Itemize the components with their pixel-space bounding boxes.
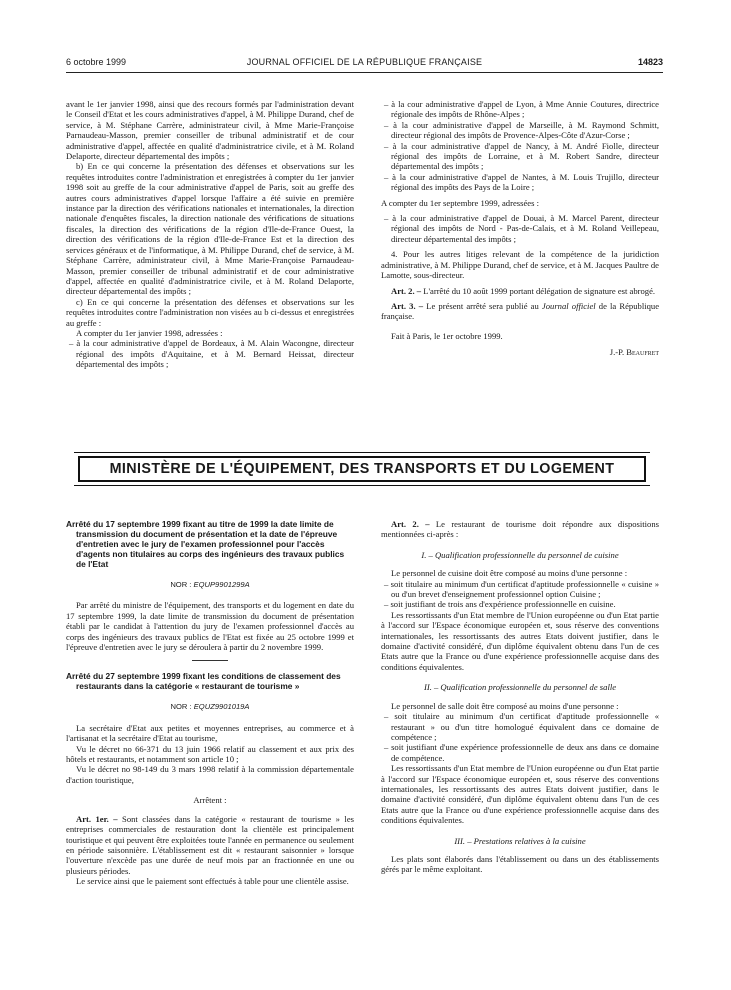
paragraph: Le personnel de salle doit être composé au moins d'une personne : <box>391 700 619 711</box>
list-item: – à la cour administrative d'appel de Bordeaux, à M. Alain Wacongne, directeur régional des impôts d'Aquitaine, et à M. Bernard Heissat, directeur départemental des impôts ; <box>69 338 354 370</box>
bottom-right-column <box>381 519 659 875</box>
paragraph-c: c) En ce qui concerne la présentation des défenses et observations sur les requêtes introduites contre l'administration non visées au b ci-dessus et enregistrées au greffe : <box>66 296 354 328</box>
list-item: – soit justifiant de trois ans d'expérience professionnelle en cuisine. <box>384 599 616 610</box>
signature: J.-P. Beaufret <box>609 347 659 358</box>
top-left-column <box>66 99 354 370</box>
top-right-column <box>381 99 659 358</box>
article-label: Art. 2. – <box>391 519 430 529</box>
paragraph: A compter du 1er janvier 1998, adressées : <box>76 327 223 338</box>
paragraph: Vu le décret no 66-371 du 13 juin 1966 relatif au classement et aux prix des hôtels et restaurants, et notamment son article 10 ; <box>66 743 354 765</box>
nor-reference <box>66 702 354 712</box>
nor-code: EQUZ9901019A <box>193 702 250 712</box>
section-title: I. – Qualification professionnelle du personnel de cuisine <box>421 549 619 560</box>
list-item: – à la cour administrative d'appel de Marseille, à M. Raymond Schmitt, directeur régional des impôts de Provence-Alpes-Côte d'Azur-Corse ; <box>384 119 659 141</box>
list-item: – soit titulaire au minimum d'un certificat d'aptitude professionnelle « cuisine » ou d'un brevet d'enseignement professionnel option Cuisine ; <box>384 578 659 600</box>
article-2 <box>381 286 659 296</box>
article-title: Arrêté du 17 septembre 1999 fixant au titre de 1999 la date limite de transmission du document de présentation et la date de l'épreuve d'entretien avec le jury de l'examen professionnel pour l'accès d'agents non titulaires au corps des ingénieurs des travaux publics de l'Etat <box>66 519 345 569</box>
paragraph: Les ressortissants d'un Etat membre de l'Union européenne ou d'un Etat partie à l'accord sur l'Espace économique européen et, sous réserve des conventions internationales, les ressortissants des autres Etats doivent justifier, dans le domaine d'activité considéré, d'un diplôme équivalent obtenu dans l'un de ces Etats autre que la France ou d'une expérience professionnelle acquise dans des conditions équivalentes. <box>381 609 659 672</box>
journal-name: Journal officiel <box>541 300 596 311</box>
paragraph: Les plats sont élaborés dans l'établissement ou dans un des établissements gérés par le même exploitant. <box>381 853 659 875</box>
paragraph: Le service ainsi que le paiement sont effectués à table pour une clientèle assise. <box>76 876 349 887</box>
article-label: Art. 2. – <box>391 285 422 296</box>
paragraph: avant le 1er janvier 1998, ainsi que des recours formés par l'administration devant le Conseil d'Etat et les cours administratives d'appel, à M. Philippe Durand, chef de service, à M. Stéphane Carrère, administrateur civil, à Mme Marie-Françoise Parnaudeau-Masson, premier conseiller de tribunal administratif et de cour administrative d'appel, affectée en qualité d'administratrice civile, et à M. Roland Delaporte, directeur départemental des impôts ; <box>66 99 354 162</box>
ministry-title: MINISTÈRE DE L'ÉQUIPEMENT, DES TRANSPORTS ET DU LOGEMENT <box>109 461 615 477</box>
separator <box>192 660 228 661</box>
article-title: Arrêté du 27 septembre 1999 fixant les conditions de classement des restaurants dans la catégorie « restaurant de tourisme » <box>66 671 341 692</box>
list-item: – soit titulaire au minimum d'un certificat d'aptitude professionnelle « restaurant » ou d'un titre homologué équivalent dans ce domaine de compétence ; <box>384 711 659 742</box>
ministry-banner <box>78 456 646 482</box>
page-number: 14823 <box>637 57 663 67</box>
date-line: Fait à Paris, le 1er octobre 1999. <box>391 330 503 341</box>
list-item: – à la cour administrative d'appel de Lyon, à Mme Annie Coutures, directrice régionale des impôts de Rhône-Alpes ; <box>384 99 659 120</box>
article-label: Art. 1er. – <box>76 813 118 824</box>
paragraph: Le personnel de cuisine doit être composé au moins d'une personne : <box>391 568 628 579</box>
article-1 <box>66 814 354 876</box>
list-item: – à la cour administrative d'appel de Nantes, à M. Louis Trujillo, directeur régional des impôts des Pays de la Loire ; <box>384 171 659 193</box>
nor-code: EQUP9901299A <box>193 580 250 589</box>
article-text: Le restaurant de tourisme doit répondre aux dispositions mentionnées ci-après : <box>381 519 659 540</box>
paragraph: A compter du 1er septembre 1999, adressées : <box>381 197 539 208</box>
section-title: III. – Prestations relatives à la cuisine <box>454 835 586 846</box>
paragraph: 4. Pour les autres litiges relevant de la compétence de la juridiction administrative, à M. Philippe Durand, chef de service, et à M. Jacques Paultre de Lamotte, sous-directeur. <box>381 249 659 281</box>
article-3 <box>381 301 659 322</box>
bottom-left-column <box>66 519 354 887</box>
nor-label: NOR : <box>170 580 194 589</box>
journal-title: JOURNAL OFFICIEL DE LA RÉPUBLIQUE FRANÇAISE <box>246 57 483 67</box>
article-text: Le présent arrêté sera publié au <box>423 300 542 311</box>
list-item: – soit justifiant d'une expérience professionnelle de deux ans dans ce domaine de compétence. <box>384 742 659 763</box>
paragraph-b: b) En ce qui concerne la présentation des défenses et observations sur les requêtes introduites contre l'administration et enregistrées à compter du 1er janvier 1998 soit au greffe de la cour administrative d'appel de Paris, soit au greffe des autres cours administratives d'appel lorsque l'affaire a été suivie en première instance par la direction des vérifications nationales et internationales, la direction nationale d'enquêtes fiscales, la direction nationale des vérifications de situations fiscales, la direction des vérifications de la région d'Ile-de-France Ouest, la direction des vérifications de la région d'Ile-de-France Est et la direction des services généraux et de l'informatique, à M. Philippe Durand, chef de service, à M. Stéphane Carrère, administrateur civil, à Mme Marie-Françoise Parnaudeau-Masson, premier conseiller de tribunal administratif et de cour administrative d'appel, affectée en qualité d'administratrice civile, et à M. Roland Delaporte, directeur départemental des impôts ; <box>66 161 354 297</box>
issue-date: 6 octobre 1999 <box>66 57 127 67</box>
header-rule <box>66 72 663 73</box>
page-header <box>66 57 663 71</box>
section-title: II. – Qualification professionnelle du personnel de salle <box>423 682 617 693</box>
paragraph: Par arrêté du ministre de l'équipement, des transports et du logement en date du 17 septembre 1999, la date limite de transmission du document de présentation établi par le candidat à l'attention du jury de l'examen professionnel d'accès au corps des ingénieurs des travaux publics de l'Etat est fixée au 25 octobre 1999 et l'épreuve d'entretien avec le jury se déroulera à partir du 2 novembre 1999. <box>66 600 354 653</box>
paragraph: Les ressortissants d'un Etat membre de l'Union européenne ou d'un Etat partie à l'accord sur l'Espace économique européen et, sous réserve des conventions internationales, les ressortissants des autres Etats doivent justifier, dans le domaine d'activité considéré, d'un diplôme équivalent obtenu dans l'un de ces Etats autre que la France ou d'une expérience professionnelle acquise dans des conditions équivalentes. <box>381 763 659 826</box>
paragraph: La secrétaire d'Etat aux petites et moyennes entreprises, au commerce et à l'artisanat et la secrétaire d'Etat au tourisme, <box>66 722 354 744</box>
list-item: – à la cour administrative d'appel de Douai, à M. Marcel Parent, directeur régional des impôts de Nord - Pas-de-Calais, et à M. Roland Veillepeau, directeur départemental des impôts ; <box>384 213 659 244</box>
nor-label: NOR : <box>170 702 194 712</box>
paragraph: Vu le décret no 98-149 du 3 mars 1998 relatif à la commission départementale d'action touristique, <box>66 764 354 785</box>
article-text: L'arrêté du 10 août 1999 portant délégation de signature est abrogé. <box>421 285 656 296</box>
arretent: Arrêtent : <box>193 795 227 806</box>
nor-reference <box>66 580 354 590</box>
article-text: Sont classées dans la catégorie « restaurant de tourisme » les entreprises commerciales de restauration dont la clientèle est principalement touristique et qui peuvent être exploitées toute l'année en permanence ou seulement en période saisonnière. L'établissement est dit « restaurant saisonnier » lorsque l'ouverture n'excède pas une durée de neuf mois par an fractionnée en une ou plusieurs périodes. <box>66 813 354 876</box>
list-item: – à la cour administrative d'appel de Nancy, à M. André Fiolle, directeur régional des impôts de Lorraine, et à M. Robert Sandre, directeur départemental des impôts ; <box>384 140 659 172</box>
article-text: de la République française. <box>381 300 660 322</box>
article-2 <box>381 519 659 540</box>
article-label: Art. 3. – <box>391 300 424 311</box>
